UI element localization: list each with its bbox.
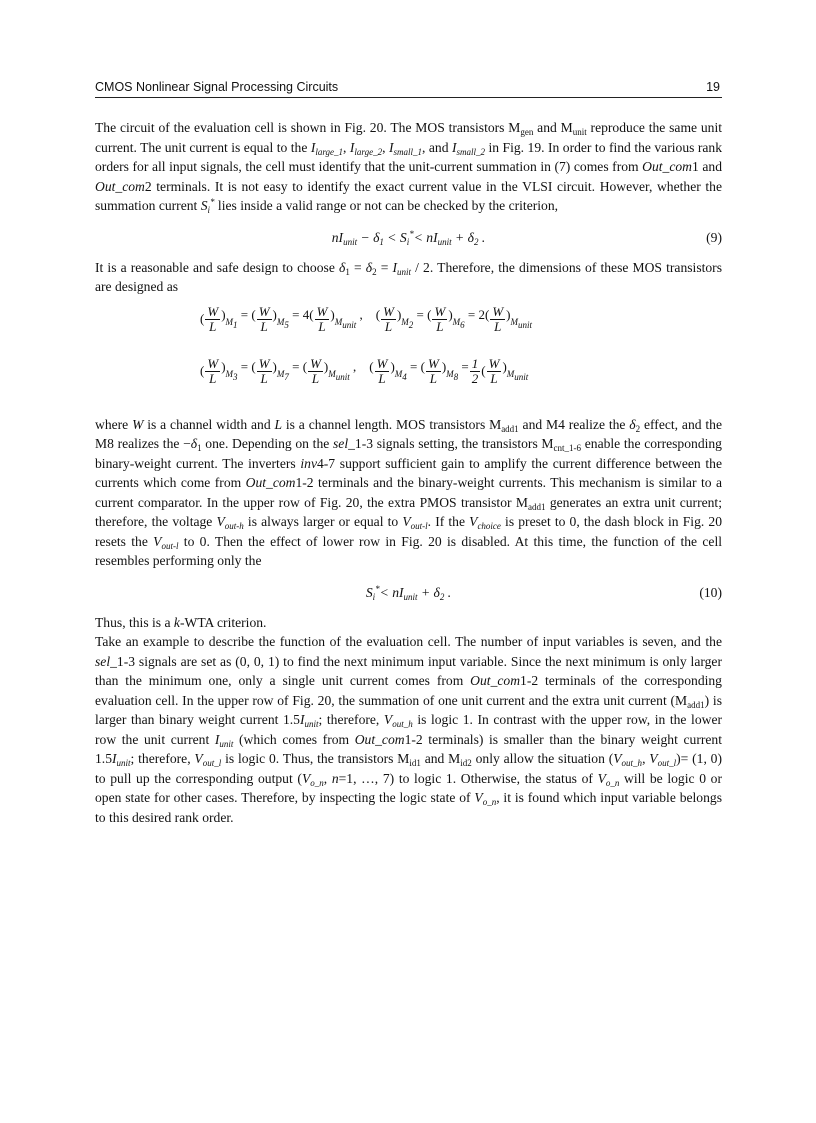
body-text — [95, 118, 722, 827]
sizing-equations-row-2: ( $\frac{W}{L}$ )$_{M_3}$ = ( $\frac{W}{L}$ )$_{M_7}$ = ( $\frac{W}{L}$ )$_{M_{unit}}$ , ( $\frac{W}{L}$ )$_{M_4}$ = ( $\frac{W}{L}$ )$_{M_8}$ = $\frac{1}{2}$ ( $\frac{W}{L}$ )$_{M_{unit}}$ — [200, 355, 529, 386]
header-title: CMOS Nonlinear Signal Processing Circuits — [95, 80, 339, 94]
sizing-equations-row-1: ( $\frac{W}{L}$ )$_{M_1}$ = ( $\frac{W}{L}$ )$_{M_5} = 4$( $\frac{W}{L}$ )$_{M_{unit}}$ , ( $\frac{W}{L}$ )$_{M_2}$ = ( $\frac{W}{L}$ )$_{M_6} = 2$( $\frac{W}{L}$ )$_{M_{unit}}$ — [200, 303, 533, 334]
page-number: 19 — [706, 80, 720, 94]
paragraph-3: where W is a channel width and L is a channel length. MOS transistors $M_{add1}$ and M4 realize the $\delta_2$ effect, and the M8 realizes the $-\delta_1$ one. Depending on the sel_1-3 signals setting, the transistors $M_{cnt\_1-6}$ enable the corresponding binary-weight current. The inverters inv4-7 support sufficient gain to amplify the current difference between the currents which come from Out_com1-2 terminals and the binary-weight currents. This mechanism is similar to a current comparator. In the upper row of Fig. 20, the extra PMOS transistor $M_{add1}$ generates an extra unit current; therefore, the voltage $V_{out-h}$ is always larger or equal to $V_{out-l}$. If the $V_{choice}$ is preset to 0, the dash block in Fig. 20 resets the $V_{out-l}$ to 0. Then the effect of lower row in Fig. 20 is disabled. At this time, the function of the cell resembles performing only the — [95, 416, 723, 568]
paragraph-2: It is a reasonable and safe design to choose $\delta_1 = \delta_2 = I_{unit} / 2$. Therefore, the dimensions of these MOS transistors are designed as — [95, 259, 723, 294]
equation-10: $S_i^*< nI_{unit} + \delta_2$ . (10) — [365, 583, 722, 602]
paragraph-1: The circuit of the evaluation cell is shown in Fig. 20. The MOS transistors $M_{gen}$ and $M_{unit}$ reproduce the same unit current. The unit current is equal to the $I_{large\_1}$, $I_{large\_2}$, $I_{small\_1}$, and $I_{small\_2}$ in Fig. 19. In order to find the various rank orders for all input signals, the cell must identify that the unit-current summation in (7) comes from Out_com1 and Out_com2 terminals. It is not easy to identify the exact current value in the VLSI circuit. However, whether the summation current $S_i^*$ lies inside a valid range or not can be checked by the criterion, — [95, 120, 723, 215]
equation-9-number: (9) — [706, 229, 722, 245]
paragraph-5: Take an example to describe the function of the evaluation cell. The number of input variables is seven, and the sel_1-3 signals are set as (0, 0, 1) to find the next minimum input variable. Since the next minimum is only larger than the minimum one, only a single unit current comes from Out_com1-2 terminals of the corresponding evaluation cell. In the upper row of Fig. 20, the summation of one unit current and the extra unit current $(M_{add1})$ is larger than binary weight current $1.5I_{unit}$; therefore, $V_{out\_h}$ is logic 1. In contrast with the upper row, in the lower row the unit current $I_{unit}$ (which comes from Out_com1-2 terminals) is smaller than the binary weight current $1.5I_{unit}$; therefore, $V_{out\_l}$ is logic 0. Thus, the transistors $M_{id1}$ and $M_{id2}$ only allow the situation ($V_{out\_h}$, $V_{out\_l})= (1$, 0) to pull up the corresponding output ($V_{o\_n}$, n=1, …, 7) to logic 1. Otherwise, the status of $V_{o\_n}$ will be logic 0 or open state for other cases. Therefore, by inspecting the logic state of $V_{o\_n}$, it is found which input variable belongs to this desired rank order. — [95, 634, 723, 825]
equation-10-number: (10) — [699, 584, 722, 600]
running-header — [95, 80, 722, 98]
equation-9: $nI_{unit} - \delta_1 < S_i^*< nI_{unit} + \delta_2$ . (9) — [331, 228, 722, 247]
paragraph-4: Thus, this is a k-WTA criterion. — [95, 614, 267, 630]
